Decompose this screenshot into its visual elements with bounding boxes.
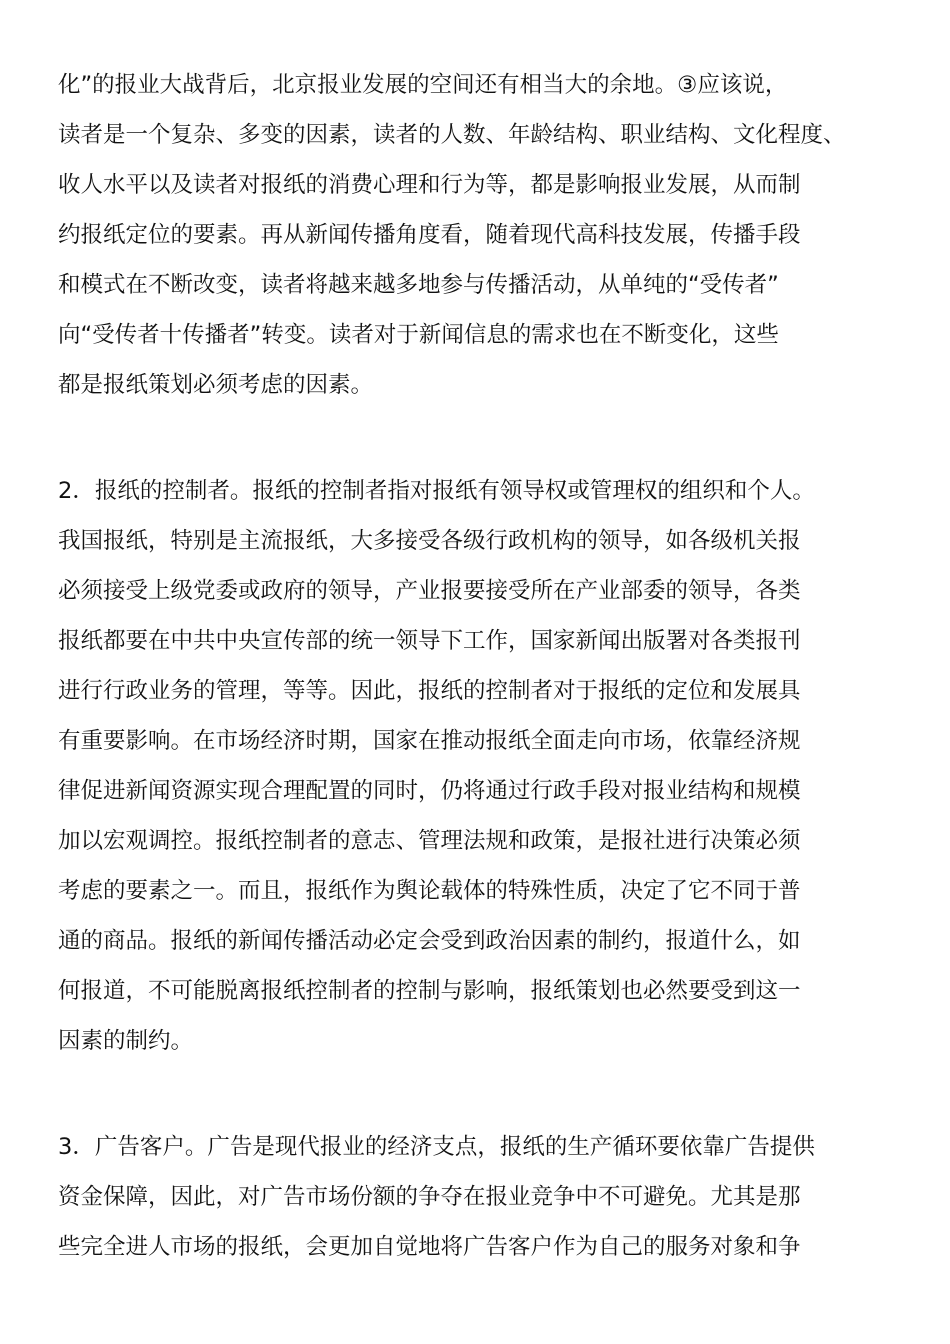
document-page <box>58 60 898 1272</box>
text-line: 化”的报业大战背后，北京报业发展的空间还有相当大的余地。③应该说， <box>58 72 788 98</box>
paragraph-gap <box>58 410 898 466</box>
text-line: 都是报纸策划必须考虑的因素。 <box>58 372 374 398</box>
paragraph-gap <box>58 1066 898 1122</box>
text-line: 加以宏观调控。报纸控制者的意志、管理法规和政策，是报社进行决策必须 <box>58 828 801 854</box>
text-line: 报纸都要在中共中央宣传部的统一领导下工作，国家新闻出版署对各类报刊 <box>58 628 801 654</box>
text-line: 我国报纸，特别是主流报纸，大多接受各级行政机构的领导，如各级机关报 <box>58 528 801 554</box>
text-line: 进行行政业务的管理，等等。因此，报纸的控制者对于报纸的定位和发展具 <box>58 678 801 704</box>
text-line: 何报道，不可能脱离报纸控制者的控制与影响，报纸策划也必然要受到这一 <box>58 978 801 1004</box>
section-heading-line: 3．广告客户。广告是现代报业的经济支点，报纸的生产循环要依靠广告提供 <box>58 1134 815 1160</box>
text-line: 些完全进人市场的报纸，会更加自觉地将广告客户作为自己的服务对象和争 <box>58 1234 801 1260</box>
section-heading-line: 2．报纸的控制者。报纸的控制者指对报纸有领导权或管理权的组织和个人。 <box>58 478 815 504</box>
text-line: 约报纸定位的要素。再从新闻传播角度看，随着现代高科技发展，传播手段 <box>58 222 801 248</box>
text-line: 通的商品。报纸的新闻传播活动必定会受到政治因素的制约，报道什么，如 <box>58 928 801 954</box>
text-line: 因素的制约。 <box>58 1028 194 1054</box>
paragraph-advertisers <box>58 1122 898 1272</box>
text-line: 有重要影响。在市场经济时期，国家在推动报纸全面走向市场，依靠经济规 <box>58 728 801 754</box>
text-line: 和模式在不断改变，读者将越来越多地参与传播活动，从单纯的“受传者” <box>58 272 779 298</box>
text-line: 读者是一个复杂、多变的因素，读者的人数、年龄结构、职业结构、文化程度、 <box>58 122 846 148</box>
text-line: 必须接受上级党委或政府的领导，产业报要接受所在产业部委的领导，各类 <box>58 578 801 604</box>
paragraph-controllers <box>58 466 898 1066</box>
text-line: 收人水平以及读者对报纸的消费心理和行为等，都是影响报业发展，从而制 <box>58 172 801 198</box>
text-line: 律促进新闻资源实现合理配置的同时，仍将通过行政手段对报业结构和规模 <box>58 778 801 804</box>
text-line: 考虑的要素之一。而且，报纸作为舆论载体的特殊性质，决定了它不同于普 <box>58 878 801 904</box>
paragraph-readers <box>58 60 898 410</box>
text-line: 向“受传者十传播者”转变。读者对于新闻信息的需求也在不断变化，这些 <box>58 322 779 348</box>
text-line: 资金保障，因此，对广告市场份额的争夺在报业竞争中不可避免。尤其是那 <box>58 1184 801 1210</box>
